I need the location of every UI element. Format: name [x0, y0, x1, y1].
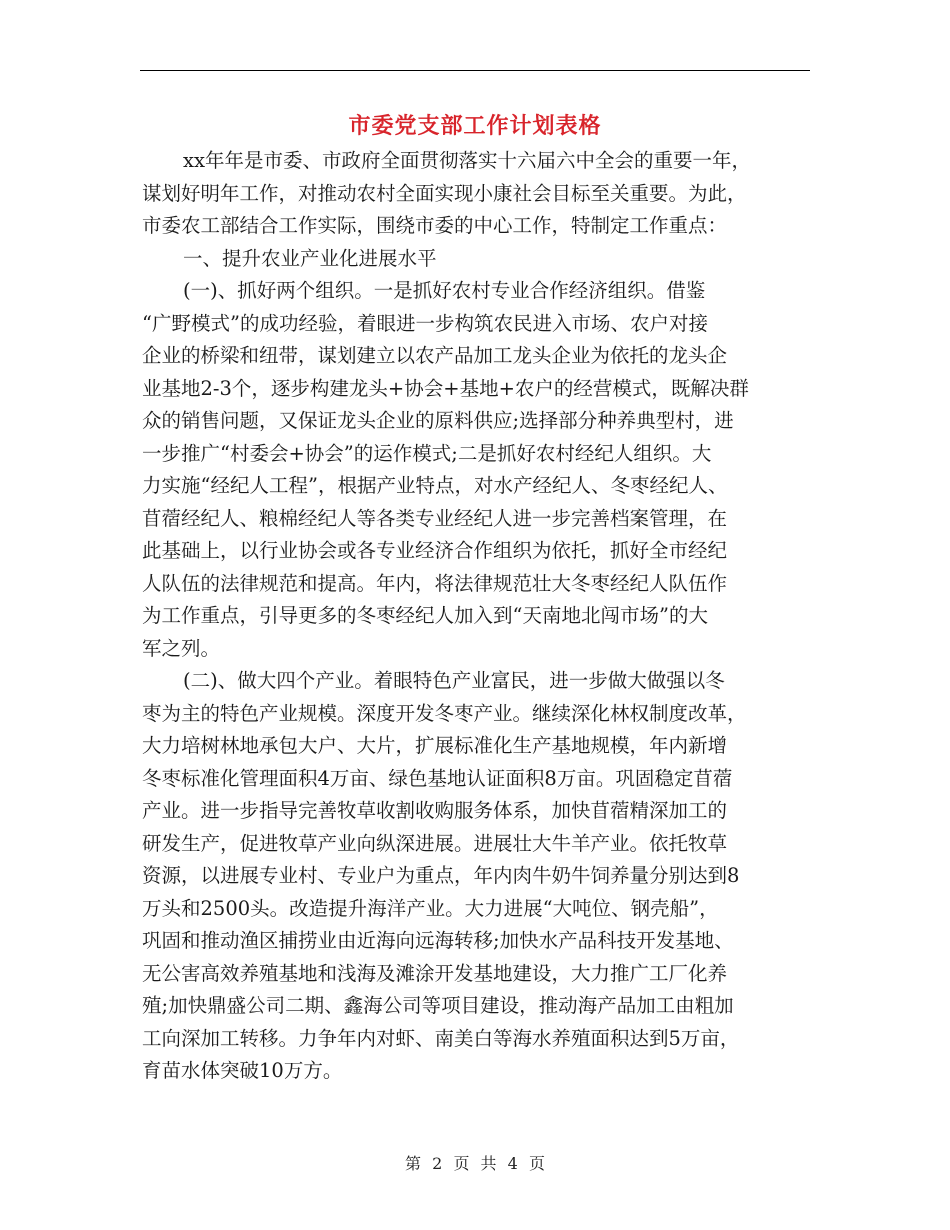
body-line: 谋划好明年工作，对推动农村全面实现小康社会目标至关重要。为此， — [142, 181, 747, 205]
body-line: 众的销售问题，又保证龙头企业的原料供应;选择部分种养典型村，进 — [142, 409, 734, 432]
body-line: 万头和2500头。改造提升海洋产业。大力进展“大吨位、钢壳船”， — [142, 896, 719, 920]
body-line: 此基础上，以行业协会或各专业经济合作组织为依托，抓好全市经纪 — [142, 539, 728, 562]
body-line: 一、提升农业产业化进展水平 — [183, 246, 437, 270]
body-line: 苜蓿经纪人、粮棉经纪人等各类专业经纪人进一步完善档案管理，在 — [142, 506, 728, 530]
body-line: 冬枣标准化管理面积4万亩、绿色基地认证面积8万亩。巩固稳定苜蓿 — [142, 766, 733, 790]
body-line: 资源，以进展专业村、专业户为重点，年内肉牛奶牛饲养量分别达到8 — [142, 864, 740, 887]
body-line: “广野模式”的成功经验，着眼进一步构筑农民进入市场、农户对接 — [142, 311, 708, 335]
body-line: 无公害高效养殖基地和浅海及滩涂开发基地建设，大力推广工厂化养 — [142, 961, 728, 985]
body-line: 一步推广“村委会+协会”的运作模式;二是抓好农村经纪人组织。大 — [142, 441, 712, 465]
body-line: 大力培树林地承包大户、大片，扩展标准化生产基地规模，年内新增 — [142, 734, 728, 757]
page-footer — [0, 1152, 950, 1176]
footer-total-pages: 4 — [507, 1154, 518, 1173]
body-line: 工向深加工转移。力争年内对虾、南美白等海水养殖面积达到5万亩， — [142, 1026, 740, 1050]
body-line: 巩固和推动渔区捕捞业由近海向远海转移;加快水产品科技开发基地、 — [142, 929, 734, 952]
body-line: 为工作重点，引导更多的冬枣经纪人加入到“天南地北闯市场”的大 — [142, 604, 708, 627]
footer-total-word: 共 — [480, 1154, 497, 1173]
document-title: 市委党支部工作计划表格 — [348, 113, 602, 139]
body-line: (一)、抓好两个组织。一是抓好农村专业合作经济组织。借鉴 — [183, 279, 706, 302]
body-line: 业基地2-3个，逐步构建龙头+协会+基地+农户的经营模式，既解决群 — [142, 376, 749, 400]
body-line: 枣为主的特色产业规模。深度开发冬枣产业。继续深化林权制度改革， — [142, 701, 747, 725]
body-line: 殖;加快鼎盛公司二期、鑫海公司等项目建设，推动海产品加工由粗加 — [142, 994, 734, 1017]
body-line: 企业的桥梁和纽带，谋划建立以农产品加工龙头企业为依托的龙头企 — [142, 344, 728, 367]
body-line: xx年年是市委、市政府全面贯彻落实十六届六中全会的重要一年， — [183, 149, 751, 172]
footer-prefix: 第 — [405, 1154, 422, 1173]
body-line: 研发生产，促进牧草产业向纵深进展。进展壮大牛羊产业。依托牧草 — [142, 831, 728, 855]
footer-suffix: 页 — [528, 1154, 545, 1173]
body-line: 育苗水体突破10万方。 — [142, 1059, 343, 1082]
document-body — [142, 145, 810, 1088]
body-line: 产业。进一步指导完善牧草收割收购服务体系，加快苜蓿精深加工的 — [142, 799, 728, 822]
body-line: 人队伍的法律规范和提高。年内，将法律规范壮大冬枣经纪人队伍作 — [142, 571, 728, 595]
footer-current-page: 2 — [432, 1154, 443, 1173]
body-line: 力实施“经纪人工程”，根据产业特点，对水产经纪人、冬枣经纪人、 — [142, 474, 728, 497]
footer-page-word: 页 — [453, 1154, 470, 1173]
header-rule — [140, 70, 810, 71]
body-line: 市委农工部结合工作实际，围绕市委的中心工作，特制定工作重点： — [142, 214, 728, 237]
body-line: (二)、做大四个产业。着眼特色产业富民，进一步做大做强以冬 — [183, 669, 725, 692]
body-line: 军之列。 — [142, 636, 221, 660]
